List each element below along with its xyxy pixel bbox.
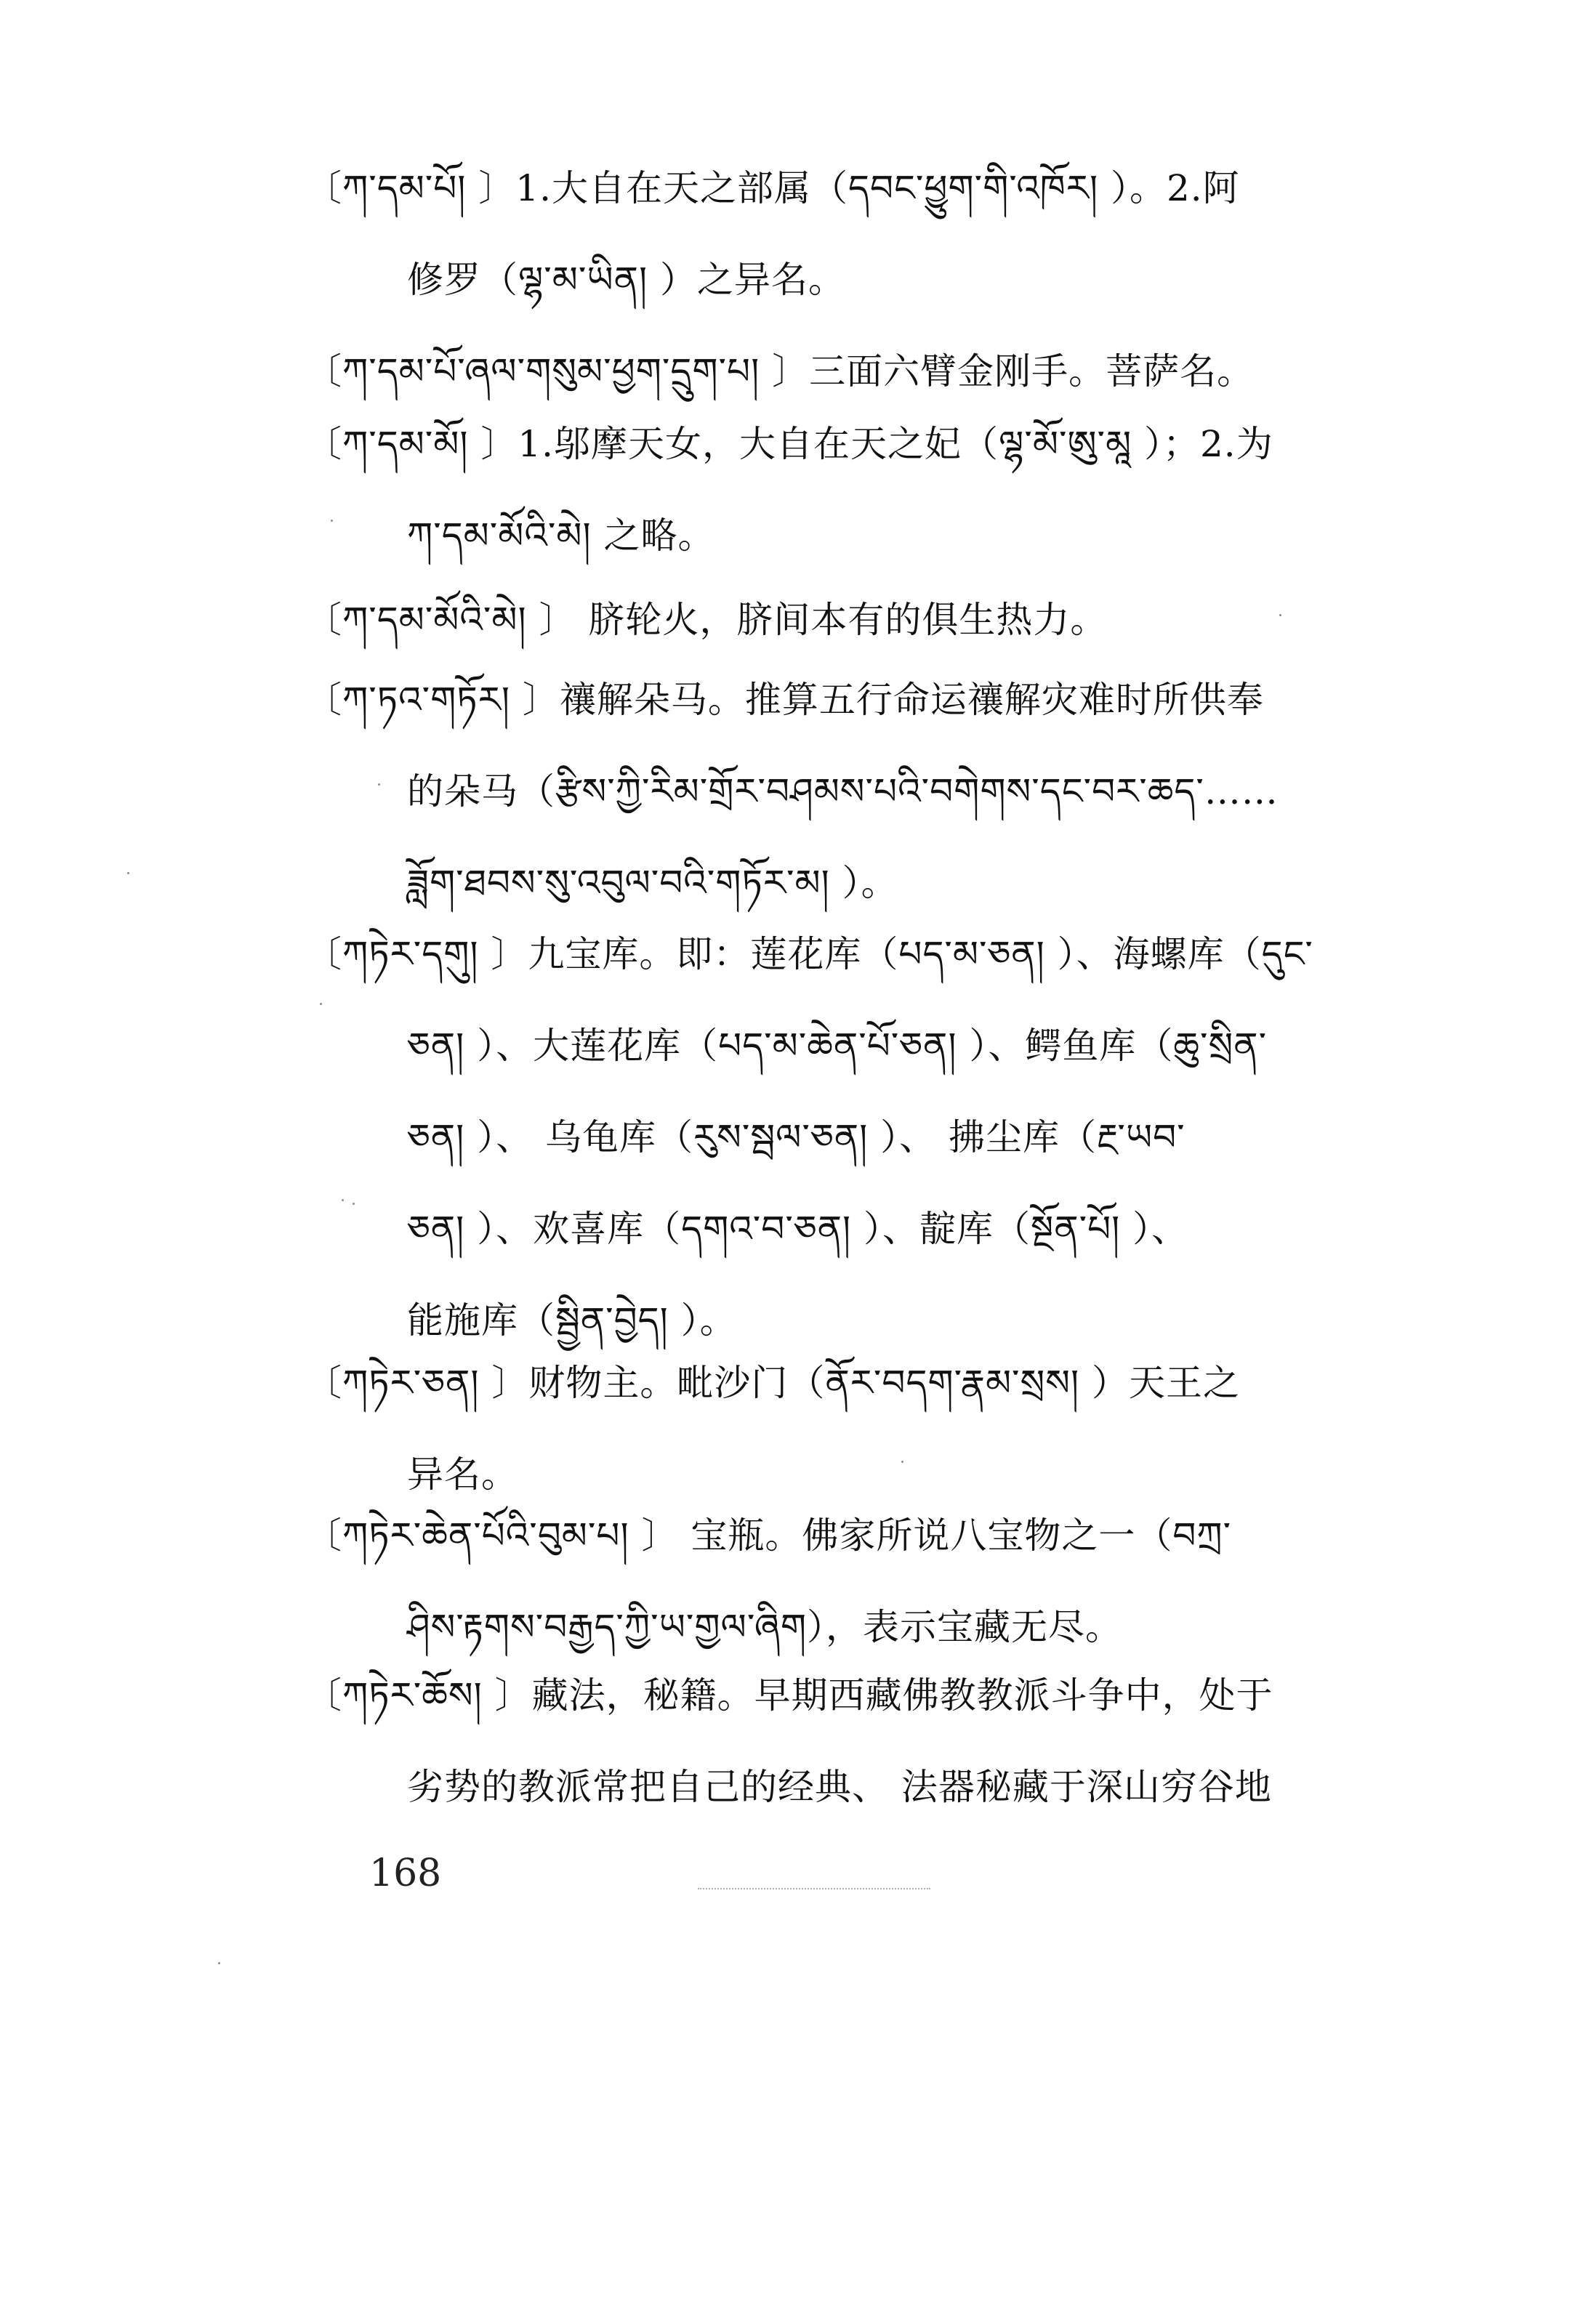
scan-artifact-line	[698, 1888, 930, 1889]
entry-line: ཤིས་རྟགས་བརྒྱད་ཀྱི་ཡ་གྱལ་ཞིག），表示宝藏无尽。	[407, 1606, 1123, 1648]
scan-speck	[901, 1461, 903, 1463]
dictionary-entry	[305, 654, 1425, 929]
page-number: 168	[369, 1852, 442, 1895]
entry-line: 〔ཀ་དམ་པོ། 〕1.大自在天之部属（དབང་ཕྱུག་གི་འཁོར། ）。2.阿	[305, 167, 1240, 209]
dictionary-entry	[305, 908, 1425, 1366]
scan-speck	[1279, 614, 1281, 616]
entry-line: ཟློག་ཐབས་སུ་འབུལ་བའི་གཏོར་མ། ）。	[407, 862, 898, 904]
dictionary-entry	[305, 574, 1425, 666]
entry-line: 能施库（སྦྱིན་བྱེད། ）。	[407, 1299, 737, 1341]
entry-line: ཅན། ）、 乌龟库（རུས་སྦལ་ཅན། ）、 拂尘库（རྔ་ཡབ་	[407, 1116, 1185, 1158]
entry-line: 〔ཀ་དམ་མོ། 〕1.邬摩天女，大自在天之妃（ལྷ་མོ་ཨུ་མཱ ）；2.为	[305, 423, 1273, 465]
entry-line: 劣势的教派常把自己的经典、 法器秘藏于深山穷谷地	[407, 1766, 1272, 1808]
scan-speck	[127, 872, 129, 874]
entry-line: 〔ཀཏེར་ཆོས། 〕藏法，秘籍。早期西藏佛教教派斗争中，处于	[305, 1674, 1273, 1716]
scan-speck	[378, 783, 380, 786]
dictionary-entry	[305, 1490, 1425, 1673]
scan-speck	[342, 1199, 344, 1201]
entry-line: ཀ་དམ་མོའི་མེ། 之略。	[407, 515, 715, 557]
entry-line: 修罗（ལྷ་མ་ཡིན། ）之异名。	[407, 259, 845, 301]
dictionary-entry	[305, 1650, 1425, 1833]
entry-line: 〔ཀ་དམ་མོའི་མེ། 〕 脐轮火，脐间本有的俱生热力。	[305, 599, 1108, 641]
dictionary-entry	[305, 398, 1425, 581]
entry-line: 〔ཀ་དམ་པོ་ཞལ་གསུམ་ཕྱག་དྲུག་པ། 〕三面六臂金刚手。菩萨名。	[305, 350, 1255, 392]
entry-line: 〔ཀ་ཏའ་གཏོར། 〕禳解朵马。推算五行命运禳解灾难时所供奉	[305, 679, 1264, 721]
dictionary-entry	[305, 142, 1425, 326]
scan-speck	[331, 520, 333, 522]
scan-speck	[218, 1962, 220, 1964]
entry-line: 异名。	[407, 1453, 518, 1496]
entry-line: ཅན། ）、大莲花库（པད་མ་ཆེན་པོ་ཅན། ）、鳄鱼库（ཆུ་སྲིན་	[407, 1025, 1268, 1067]
entry-line: 〔ཀཏེར་ཅན། 〕财物主。毗沙门（ནོར་བདག་རྣམ་སྲས། ）天王之	[305, 1362, 1241, 1404]
entry-line: 〔ཀཏེར་ཆེན་པོའི་བུམ་པ། 〕 宝瓶。佛家所说八宝物之一（བཀྲ་	[305, 1514, 1232, 1557]
scan-speck	[320, 1003, 322, 1005]
entry-line: 的朵马（རྩིས་ཀྱི་རིམ་གྲོར་བཤམས་པའི་བགེགས་དང་བར་ཆད་……	[407, 770, 1279, 812]
entry-line: 〔ཀཏེར་དགུ། 〕九宝库。即：莲花库（པད་མ་ཅན། ）、海螺库（དུང་	[305, 933, 1313, 975]
scan-speck	[353, 1203, 355, 1205]
entry-line: ཅན། ）、欢喜库（དགའ་བ་ཅན། ）、靛库（སྔོན་པོ། ）、	[407, 1208, 1189, 1250]
